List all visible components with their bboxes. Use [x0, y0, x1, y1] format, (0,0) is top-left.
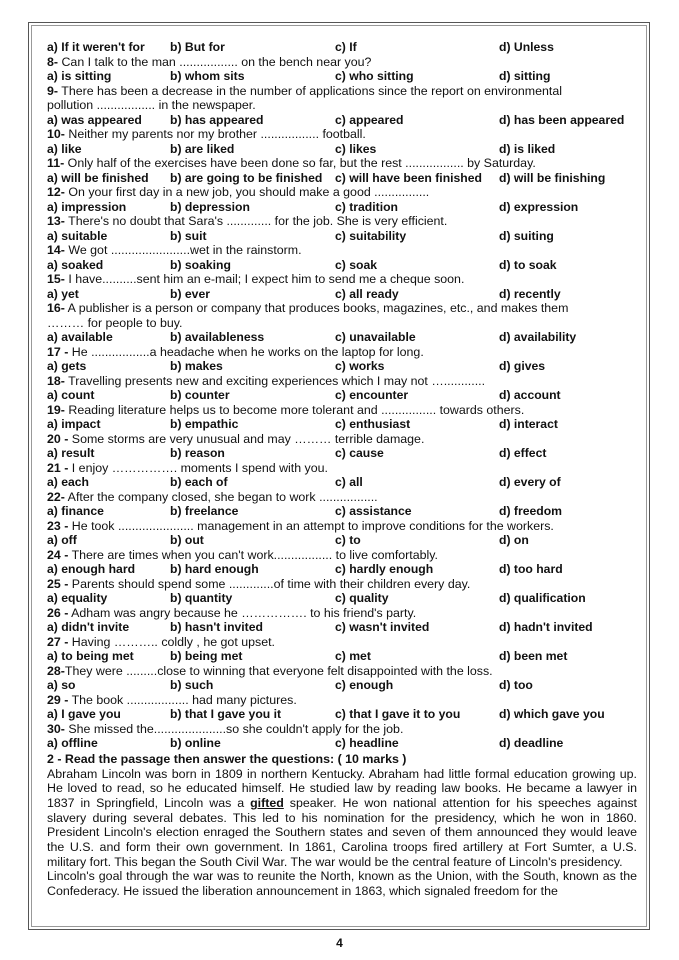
- question-text: Some storms are very unusual and may ……… terrible damage.: [68, 431, 425, 446]
- option-c: c) headline: [335, 736, 399, 750]
- option-a: a) suitable: [47, 228, 108, 243]
- question-stem: [47, 490, 637, 505]
- question-stem: [47, 693, 637, 708]
- question-stem: [47, 243, 637, 258]
- option-c: c) hardly enough: [335, 562, 434, 576]
- passage-text: speaker. He won national attention for his speeches against slavery during several debates. This led to his nomination for the presidency, which he won in 1860. President Lincoln's election enraged the Southern states and seven of them announced they would leave the U.S. and form their own government. In 1861, Carolina troops fired artillery at Fort Sumter, a U.S. military fort. This began the South Civil War. The war would be the central feature of Lincoln's presidency.: [47, 795, 637, 869]
- option-a: a) equality: [47, 591, 108, 605]
- option-a: a) off: [47, 533, 77, 547]
- section-title: 2 - Read the passage then answer the questions: ( 10 marks ): [47, 751, 407, 766]
- question-number: 22-: [47, 489, 65, 504]
- option-b: b) are going to be finished: [170, 170, 323, 185]
- question-stem: [47, 635, 637, 650]
- question-text: Adham was angry because he ……………. to his friend's party.: [68, 605, 417, 620]
- question-stem: [47, 84, 637, 99]
- option-b: b) suit: [170, 228, 207, 243]
- question-stem: [47, 403, 637, 418]
- option-d: d) will be finishing: [499, 170, 606, 185]
- reading-passage: [47, 767, 637, 899]
- option-d: d) to soak: [499, 257, 557, 272]
- question-stem: [47, 301, 637, 316]
- question-number: 26 -: [47, 605, 69, 620]
- question-stem: [47, 577, 637, 592]
- option-c: c) encounter: [335, 388, 409, 402]
- option-b: b) reason: [170, 446, 225, 460]
- question-text: I have..........sent him an e-mail; I expect him to send me a cheque soon.: [64, 272, 465, 286]
- option-d: d) expression: [499, 199, 579, 214]
- option-row: [47, 678, 637, 693]
- worksheet-content: [47, 40, 637, 899]
- option-a: a) soaked: [47, 257, 104, 272]
- question-stem: [47, 432, 637, 447]
- option-row: [47, 142, 637, 157]
- option-row: [47, 533, 637, 548]
- question-text: There's no doubt that Sara's ............. for the job. She is very efficient.: [64, 214, 448, 228]
- option-b: b) availableness: [170, 330, 265, 344]
- option-d: d) been met: [499, 649, 568, 663]
- question-number: 19-: [47, 402, 65, 417]
- option-row: [47, 40, 637, 55]
- question-number: 14-: [47, 243, 65, 257]
- option-a: a) gets: [47, 359, 87, 373]
- option-d: d) too hard: [499, 562, 563, 576]
- question-stem: [47, 374, 637, 389]
- question-stem: [47, 722, 637, 737]
- option-b: b) makes: [170, 359, 223, 373]
- question-stem: [47, 214, 637, 229]
- option-row: [47, 359, 637, 374]
- option-row: [47, 200, 637, 215]
- option-row: [47, 736, 637, 751]
- option-c: c) If: [335, 40, 357, 54]
- question-text: There are times when you can't work................. to live comfortably.: [68, 547, 438, 562]
- option-c: c) all ready: [335, 286, 399, 301]
- option-a: a) will be finished: [47, 170, 149, 185]
- question-stem: [47, 127, 637, 142]
- option-d: d) on: [499, 533, 529, 547]
- option-c: c) soak: [335, 257, 378, 272]
- option-a: a) so: [47, 678, 76, 692]
- option-a: a) yet: [47, 286, 79, 301]
- option-d: d) Unless: [499, 40, 554, 54]
- option-row: [47, 620, 637, 635]
- option-d: d) qualification: [499, 591, 586, 605]
- option-a: a) enough hard: [47, 562, 136, 576]
- question-number: 11-: [47, 156, 65, 170]
- question-number: 9-: [47, 83, 59, 98]
- question-stem: [47, 461, 637, 476]
- option-a: a) is sitting: [47, 69, 112, 83]
- option-a: a) If it weren't for: [47, 40, 145, 54]
- question-text-continued: ……… for people to buy.: [47, 315, 183, 330]
- question-number: 15-: [47, 272, 65, 286]
- option-c: c) quality: [335, 591, 389, 605]
- option-row: [47, 446, 637, 461]
- option-a: a) I gave you: [47, 707, 121, 721]
- option-a: a) like: [47, 141, 82, 156]
- question-number: 24 -: [47, 547, 69, 562]
- option-d: d) too: [499, 678, 533, 692]
- option-a: a) impression: [47, 199, 127, 214]
- question-text: A publisher is a person or company that produces books, magazines, etc., and makes them: [64, 301, 569, 315]
- underlined-word: gifted: [250, 795, 284, 810]
- option-a: a) didn't invite: [47, 620, 130, 634]
- question-text: Can I talk to the man ................. on the bench near you?: [58, 54, 372, 69]
- option-d: d) recently: [499, 286, 561, 301]
- question-stem: [47, 345, 637, 360]
- option-c: c) likes: [335, 141, 377, 156]
- option-d: d) gives: [499, 359, 546, 373]
- option-c: c) to: [335, 533, 361, 547]
- question-stem: [47, 519, 637, 534]
- option-c: c) that I gave it to you: [335, 707, 461, 721]
- question-stem: [47, 606, 637, 621]
- option-a: a) count: [47, 388, 95, 402]
- option-a: a) to being met: [47, 649, 134, 663]
- question-list: [47, 55, 637, 751]
- option-row: [47, 649, 637, 664]
- question-number: 18-: [47, 373, 65, 388]
- option-b: b) hard enough: [170, 562, 259, 576]
- option-b: b) ever: [170, 286, 210, 301]
- option-c: c) wasn't invited: [335, 620, 430, 634]
- option-row: [47, 229, 637, 244]
- question-text: They were .........close to winning that everyone felt disappointed with the loss.: [64, 663, 493, 678]
- option-row: [47, 417, 637, 432]
- option-d: d) is liked: [499, 141, 556, 156]
- question-number: 13-: [47, 214, 65, 228]
- question-text: He .................a headache when he works on the laptop for long.: [68, 344, 424, 359]
- question-text: Neither my parents nor my brother ................. football.: [64, 127, 366, 141]
- question-number: 30-: [47, 721, 65, 736]
- option-row: [47, 287, 637, 302]
- option-d: d) freedom: [499, 504, 562, 518]
- option-row: [47, 591, 637, 606]
- option-b: b) But for: [170, 40, 225, 54]
- option-b: b) out: [170, 533, 204, 547]
- option-b: b) depression: [170, 199, 250, 214]
- option-d: d) effect: [499, 446, 547, 460]
- question-text: After the company closed, she began to work .................: [64, 489, 378, 504]
- option-b: b) each of: [170, 475, 228, 489]
- option-b: b) are liked: [170, 141, 235, 156]
- option-a: a) finance: [47, 504, 104, 518]
- question-text: I enjoy ……………. moments I spend with you.: [68, 460, 328, 475]
- option-b: b) whom sits: [170, 69, 245, 83]
- option-b: b) being met: [170, 649, 243, 663]
- question-text: Reading literature helps us to become more tolerant and ................ towards others.: [64, 402, 525, 417]
- option-row: [47, 707, 637, 722]
- question-number: 27 -: [47, 634, 69, 649]
- question-stem: [47, 272, 637, 287]
- page-number: 4: [336, 936, 343, 950]
- option-b: b) that I gave you it: [170, 707, 282, 721]
- question-number: 17 -: [47, 344, 69, 359]
- option-c: c) appeared: [335, 112, 404, 127]
- question-number: 8-: [47, 54, 59, 69]
- option-b: b) hasn't invited: [170, 620, 263, 634]
- option-b: b) soaking: [170, 257, 231, 272]
- option-c: c) who sitting: [335, 69, 414, 83]
- question-text: There has been a decrease in the number of applications since the report on environmental: [58, 83, 562, 98]
- question-text: Having ……….. coldly , he got upset.: [68, 634, 275, 649]
- option-a: a) impact: [47, 417, 101, 431]
- option-c: c) met: [335, 649, 371, 663]
- option-c: c) tradition: [335, 199, 398, 214]
- option-a: a) was appeared: [47, 112, 142, 127]
- option-b: b) such: [170, 678, 214, 692]
- question-text: Travelling presents new and exciting experiences which I may not …............: [64, 373, 486, 388]
- question-number: 16-: [47, 301, 65, 315]
- option-row: [47, 388, 637, 403]
- option-b: b) online: [170, 736, 221, 750]
- option-row: [47, 171, 637, 186]
- question-stem: [47, 156, 637, 171]
- question-text: She missed the.....................so she couldn't apply for the job.: [64, 721, 404, 736]
- option-b: b) freelance: [170, 504, 239, 518]
- option-d: d) interact: [499, 417, 558, 431]
- option-c: c) will have been finished: [335, 170, 482, 185]
- option-a: a) offline: [47, 736, 98, 750]
- option-row: [47, 258, 637, 273]
- option-b: b) quantity: [170, 591, 233, 605]
- option-d: d) availability: [499, 330, 577, 344]
- option-row: [47, 69, 637, 84]
- option-d: d) account: [499, 388, 561, 402]
- option-d: d) which gave you: [499, 707, 605, 721]
- option-c: c) all: [335, 475, 363, 489]
- option-a: a) each: [47, 475, 90, 489]
- option-d: d) has been appeared: [499, 112, 625, 127]
- question-stem: [47, 664, 637, 679]
- option-a: a) available: [47, 330, 113, 344]
- question-text: On your first day in a new job, you should make a good ................: [64, 185, 430, 199]
- option-d: d) hadn't invited: [499, 620, 593, 634]
- passage-text: Abraham Lincoln was born in 1809 in northern Kentucky. Abraham had little formal education growing up. He loved to read, so he educated himself. He studied law by reading law books. He became a lawyer in 1837 in Springfield, Lincoln was a: [47, 766, 637, 810]
- question-stem: [47, 185, 637, 200]
- option-b: b) has appeared: [170, 112, 264, 127]
- question-text-continued: pollution ................. in the newspaper.: [47, 98, 256, 112]
- option-c: c) cause: [335, 446, 384, 460]
- question-text: He took ...................... management in an attempt to improve conditions for the workers.: [68, 518, 554, 533]
- question-number: 12-: [47, 185, 65, 199]
- passage-text: Lincoln's goal through the war was to reunite the North, known as the Union, with the South, known as the Confederacy. He issued the liberation announcement in 1863, which signaled freedom for the: [47, 869, 637, 899]
- option-c: c) unavailable: [335, 330, 416, 344]
- option-a: a) result: [47, 446, 95, 460]
- option-d: d) every of: [499, 475, 561, 489]
- option-c: c) works: [335, 359, 385, 373]
- option-c: c) suitability: [335, 228, 407, 243]
- question-number: 21 -: [47, 460, 69, 475]
- question-stem: [47, 55, 637, 70]
- question-text: Parents should spend some .............of time with their children every day.: [68, 576, 471, 591]
- question-number: 29 -: [47, 692, 69, 707]
- option-d: d) sitting: [499, 69, 551, 83]
- option-c: c) enthusiast: [335, 417, 411, 431]
- question-number: 10-: [47, 127, 65, 141]
- question-text: Only half of the exercises have been done so far, but the rest ................. by Saturday.: [64, 156, 536, 170]
- option-d: d) suiting: [499, 228, 554, 243]
- question-number: 23 -: [47, 518, 69, 533]
- question-stem: [47, 548, 637, 563]
- option-b: b) empathic: [170, 417, 239, 431]
- option-c: c) enough: [335, 678, 394, 692]
- option-row: [47, 475, 637, 490]
- question-text: The book .................. had many pictures.: [68, 692, 297, 707]
- option-d: d) deadline: [499, 736, 564, 750]
- question-number: 25 -: [47, 576, 69, 591]
- question-number: 28-: [47, 663, 65, 678]
- option-row: [47, 330, 637, 345]
- option-row: [47, 504, 637, 519]
- question-text: We got .......................wet in the rainstorm.: [64, 243, 302, 257]
- option-c: c) assistance: [335, 504, 412, 518]
- option-row: [47, 113, 637, 128]
- question-number: 20 -: [47, 431, 69, 446]
- option-b: b) counter: [170, 388, 230, 402]
- option-row: [47, 562, 637, 577]
